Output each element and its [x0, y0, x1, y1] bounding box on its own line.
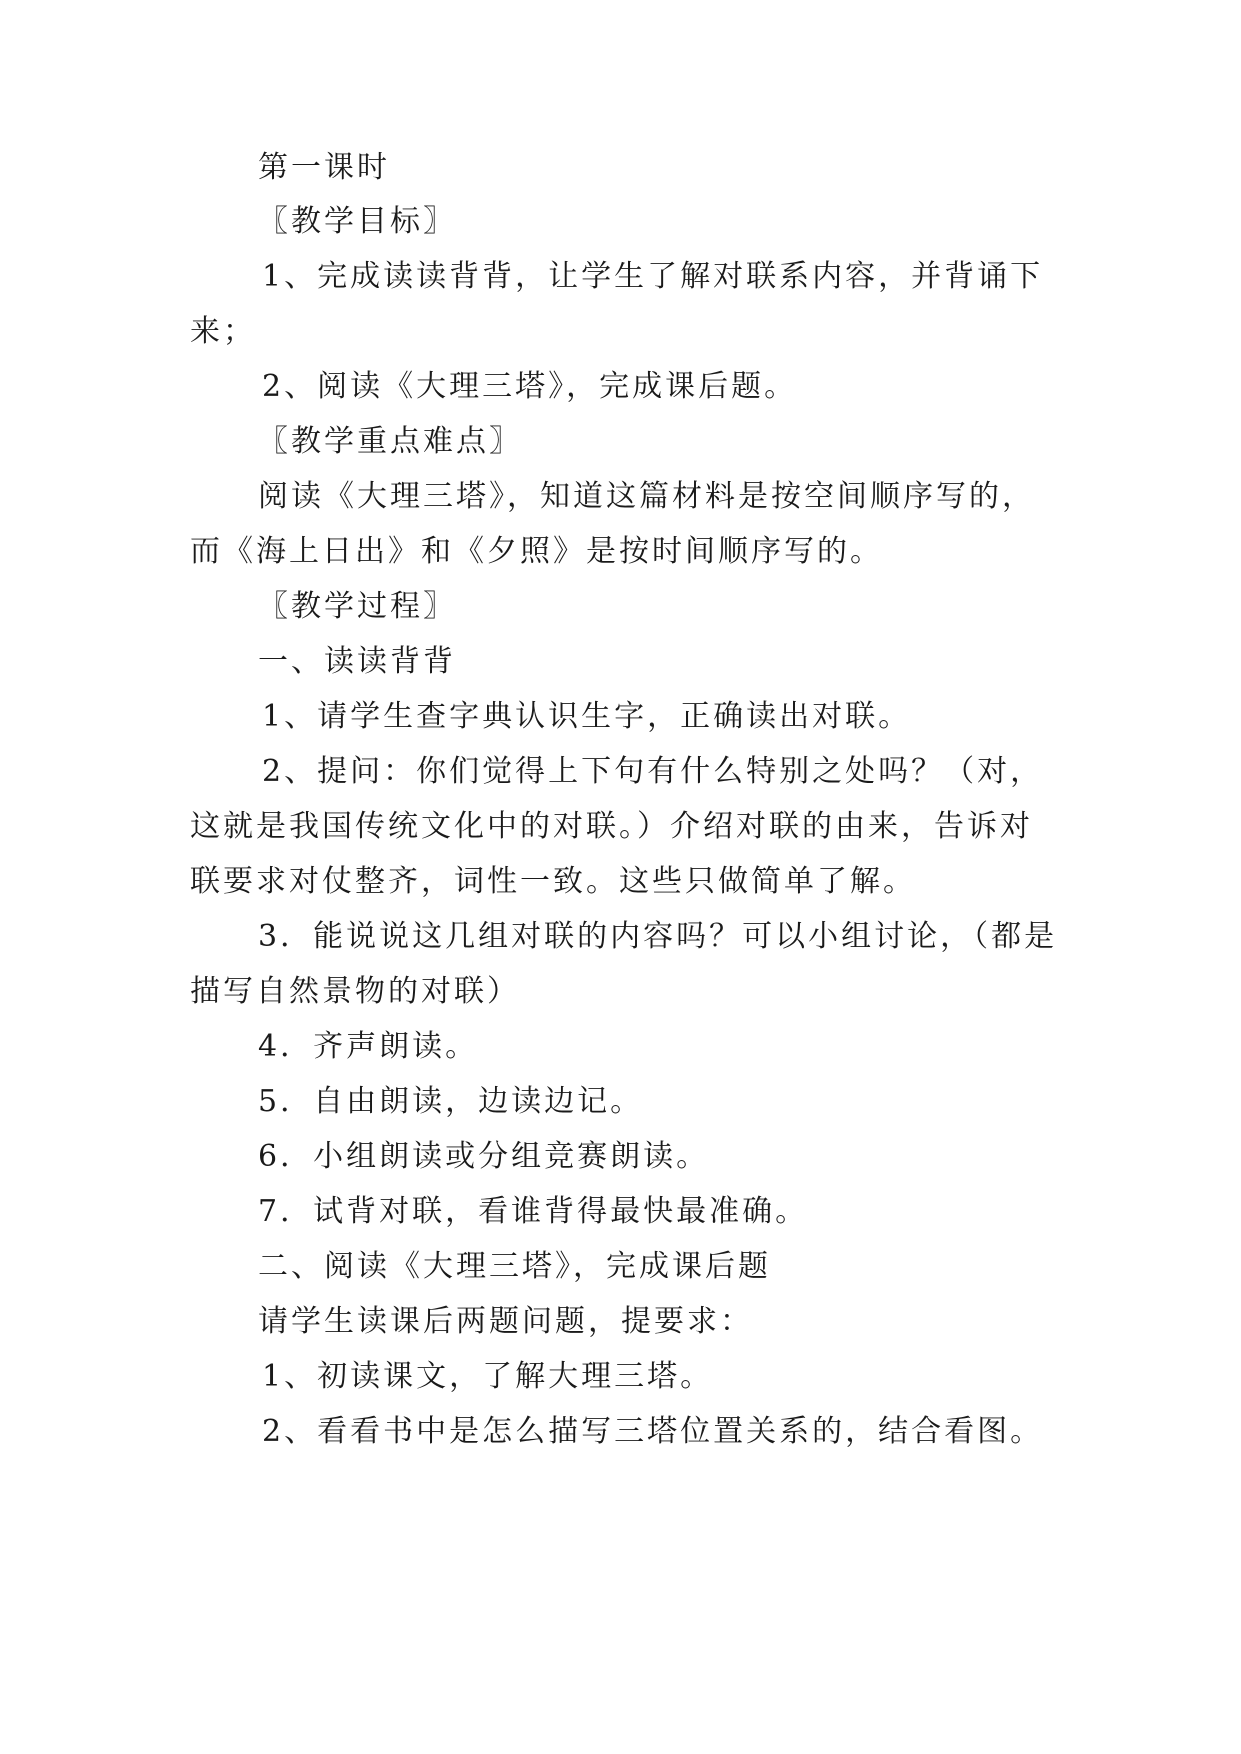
process-step-2-line-3: 联要求对仗整齐，词性一致。这些只做简单了解。	[190, 864, 916, 899]
section-heading-teaching-goals: 〖教学目标〗	[258, 204, 456, 239]
process-step-1: 1、请学生查字典认识生字，正确读出对联。	[262, 699, 912, 734]
process-part-2-step-1: 1、初读课文，了解大理三塔。	[262, 1359, 714, 1394]
process-step-2-line-2: 这就是我国传统文化中的对联。）介绍对联的由来，告诉对	[190, 809, 1033, 844]
goal-1-line-2: 来；	[190, 314, 256, 349]
process-step-3-line-1: 3．能说说这几组对联的内容吗？可以小组讨论，（都是	[258, 919, 1058, 954]
process-step-7: 7．试背对联，看谁背得最快最准确。	[258, 1194, 809, 1229]
key-points-line-1: 阅读《大理三塔》，知道这篇材料是按空间顺序写的，	[258, 479, 1035, 514]
section-heading-process: 〖教学过程〗	[258, 589, 456, 624]
process-part-2-step-2: 2、看看书中是怎么描写三塔位置关系的，结合看图。	[262, 1414, 1044, 1449]
process-step-4: 4．齐声朗读。	[258, 1029, 479, 1064]
process-part-1-heading: 一、读读背背	[258, 644, 456, 679]
process-part-2-heading: 二、阅读《大理三塔》，完成课后题	[258, 1249, 771, 1284]
process-step-3-line-2: 描写自然景物的对联）	[190, 974, 520, 1009]
goal-2: 2、阅读《大理三塔》，完成课后题。	[262, 369, 798, 404]
lesson-title: 第一课时	[258, 150, 390, 185]
section-heading-key-points: 〖教学重点难点〗	[258, 424, 522, 459]
process-step-5: 5．自由朗读，边读边记。	[258, 1084, 644, 1119]
process-step-2-line-1: 2、提问：你们觉得上下句有什么特别之处吗？（对，	[262, 754, 1044, 789]
key-points-line-2: 而《海上日出》和《夕照》是按时间顺序写的。	[190, 534, 883, 569]
process-step-6: 6．小组朗读或分组竞赛朗读。	[258, 1139, 710, 1174]
goal-1-line-1: 1、完成读读背背，让学生了解对联系内容，并背诵下	[262, 259, 1044, 294]
process-part-2-intro: 请学生读课后两题问题，提要求：	[258, 1304, 753, 1339]
